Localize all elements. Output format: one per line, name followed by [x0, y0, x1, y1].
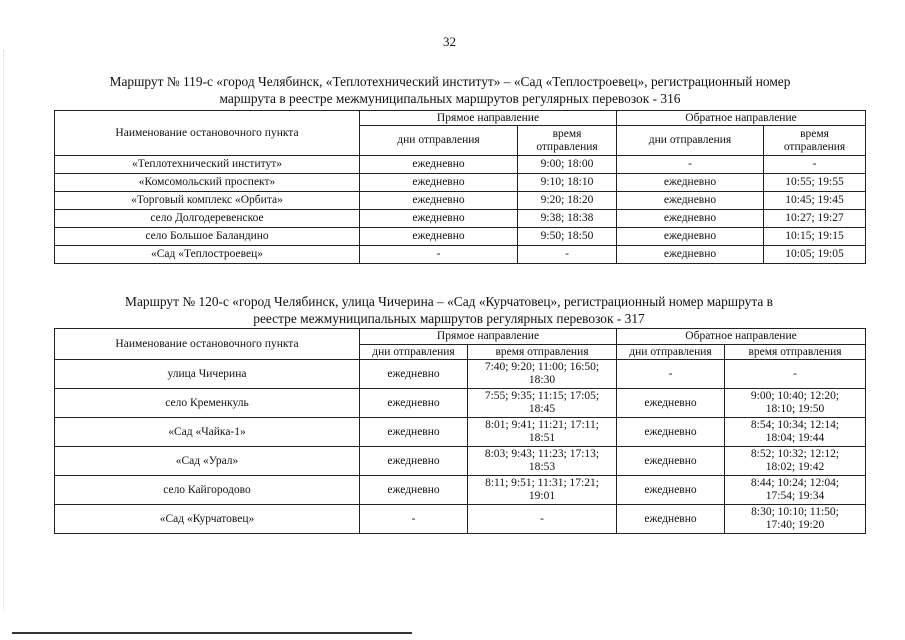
forward-time-cell: 9:20; 18:20 — [518, 192, 617, 210]
header-time-line-1: время — [800, 127, 829, 140]
reverse-days-cell: - — [617, 156, 764, 174]
time-line-1: 8:44; 10:24; 12:04; — [750, 477, 840, 489]
forward-days-cell: ежедневно — [360, 174, 518, 192]
page-number: 32 — [443, 34, 456, 49]
time-line-2: 18:02; 19:42 — [765, 461, 825, 473]
header-time-line-1: время — [552, 127, 582, 140]
reverse-time-cell: 10:45; 19:45 — [764, 192, 866, 210]
time-line-1: 7:40; 9:20; 11:00; 16:50; — [484, 361, 600, 373]
stop-name-cell: «Сад «Чайка-1» — [55, 418, 360, 447]
reverse-time-cell: 10:27; 19:27 — [764, 210, 866, 228]
stop-name-cell: «Торговый комплекс «Орбита» — [55, 192, 360, 210]
route-119-title — [62, 73, 838, 107]
header-time-line-2: отправления — [783, 140, 846, 153]
reverse-days-cell: ежедневно — [617, 476, 725, 505]
time-line-1: - — [540, 512, 544, 525]
forward-days-cell: ежедневно — [360, 360, 468, 389]
time-line-2: 17:40; 19:20 — [765, 519, 825, 531]
header-forward-days: дни отправления — [360, 345, 468, 360]
forward-time-cell: 9:00; 18:00 — [518, 156, 617, 174]
table-row — [55, 418, 866, 447]
forward-time-cell — [468, 360, 617, 389]
time-line-2: 17:54; 19:34 — [765, 490, 825, 502]
reverse-days-cell: ежедневно — [617, 174, 764, 192]
forward-days-cell: - — [360, 246, 518, 264]
table-row — [55, 505, 866, 534]
header-stop-name: Наименование остановочного пункта — [55, 329, 360, 360]
header-forward-time — [518, 126, 617, 156]
stop-name-cell: село Большое Баландино — [55, 228, 360, 246]
time-line-1: 8:54; 10:34; 12:14; — [750, 419, 840, 431]
time-line-2: 18:45 — [528, 403, 556, 415]
time-line-1: 7:55; 9:35; 11:15; 17:05; — [484, 390, 600, 402]
header-time-line-2: отправления — [536, 140, 598, 153]
header-reverse-time — [764, 126, 866, 156]
time-line-1: 8:03; 9:43; 11:23; 17:13; — [484, 448, 600, 460]
header-reverse-time: время отправления — [725, 345, 866, 360]
time-line-2: 19:01 — [528, 490, 556, 502]
reverse-days-cell: - — [617, 360, 725, 389]
reverse-time-cell: 10:15; 19:15 — [764, 228, 866, 246]
route-119-title-line-2: маршрута в реестре межмуниципальных маршрутов регулярных перевозок - 316 — [219, 91, 681, 106]
reverse-days-cell: ежедневно — [617, 447, 725, 476]
reverse-time-cell — [725, 418, 866, 447]
header-reverse-days: дни отправления — [617, 345, 725, 360]
time-line-2: 18:30 — [528, 374, 556, 386]
table-row — [55, 156, 866, 174]
forward-days-cell: ежедневно — [360, 210, 518, 228]
table-row — [55, 389, 866, 418]
time-line-2: 18:10; 19:50 — [765, 403, 825, 415]
header-reverse-direction: Обратное направление — [617, 329, 866, 345]
route-120-title — [66, 293, 832, 327]
forward-time-cell — [468, 476, 617, 505]
header-forward-direction: Прямое направление — [360, 329, 617, 345]
reverse-days-cell: ежедневно — [617, 192, 764, 210]
forward-days-cell: ежедневно — [360, 156, 518, 174]
reverse-time-cell — [725, 476, 866, 505]
time-line-2: 18:51 — [528, 432, 556, 444]
table-row — [55, 360, 866, 389]
header-forward-direction: Прямое направление — [360, 111, 617, 126]
time-line-1: 8:01; 9:41; 11:21; 17:11; — [485, 419, 599, 431]
stop-name-cell: село Долгодеревенское — [55, 210, 360, 228]
forward-time-cell — [468, 505, 617, 534]
table-row — [55, 447, 866, 476]
header-forward-days: дни отправления — [360, 126, 518, 156]
reverse-time-cell — [725, 505, 866, 534]
reverse-time-cell: 10:05; 19:05 — [764, 246, 866, 264]
table-row — [55, 192, 866, 210]
table-row — [55, 174, 866, 192]
reverse-time-cell — [725, 447, 866, 476]
header-forward-time: время отправления — [468, 345, 617, 360]
reverse-time-cell: - — [764, 156, 866, 174]
forward-time-cell — [468, 418, 617, 447]
reverse-time-cell — [725, 360, 866, 389]
route-120-title-line-2: реестре межмуниципальных маршрутов регулярных перевозок - 317 — [253, 311, 645, 326]
time-line-1: 8:30; 10:10; 11:50; — [751, 506, 839, 518]
time-line-1: 8:52; 10:32; 12:12; — [750, 448, 840, 460]
stop-name-cell: «Комсомольский проспект» — [55, 174, 360, 192]
forward-days-cell: ежедневно — [360, 389, 468, 418]
forward-days-cell: ежедневно — [360, 476, 468, 505]
reverse-time-cell — [725, 389, 866, 418]
route-120-title-line-1: Маршрут № 120-с «город Челябинск, улица Чичерина – «Сад «Курчатовец», регистрационный номер маршрута в — [125, 294, 773, 309]
table-row — [55, 476, 866, 505]
route-119-schedule-table — [54, 110, 866, 264]
header-stop-name: Наименование остановочного пункта — [55, 111, 360, 156]
time-line-1: - — [793, 367, 797, 380]
header-reverse-days: дни отправления — [617, 126, 764, 156]
reverse-time-cell: 10:55; 19:55 — [764, 174, 866, 192]
forward-time-cell — [468, 389, 617, 418]
forward-days-cell: ежедневно — [360, 192, 518, 210]
scan-bottom-edge-line — [12, 632, 412, 634]
route-119-title-line-1: Маршрут № 119-с «город Челябинск, «Теплотехнический институт» – «Сад «Теплостроевец», регистрационный номер — [109, 74, 791, 89]
forward-days-cell: - — [360, 505, 468, 534]
stop-name-cell: село Кременкуль — [55, 389, 360, 418]
forward-time-cell: 9:10; 18:10 — [518, 174, 617, 192]
forward-time-cell: - — [518, 246, 617, 264]
stop-name-cell: «Сад «Урал» — [55, 447, 360, 476]
stop-name-cell: «Теплотехнический институт» — [55, 156, 360, 174]
stop-name-cell: «Сад «Курчатовец» — [55, 505, 360, 534]
time-line-2: 18:04; 19:44 — [765, 432, 825, 444]
scan-margin-marks — [3, 50, 7, 610]
stop-name-cell: «Сад «Теплостроевец» — [55, 246, 360, 264]
table-row — [55, 228, 866, 246]
stop-name-cell: село Кайгородово — [55, 476, 360, 505]
reverse-days-cell: ежедневно — [617, 389, 725, 418]
forward-time-cell — [468, 447, 617, 476]
header-reverse-direction: Обратное направление — [617, 111, 866, 126]
stop-name-cell: улица Чичерина — [55, 360, 360, 389]
reverse-days-cell: ежедневно — [617, 246, 764, 264]
time-line-2: 18:53 — [528, 461, 556, 473]
table-row — [55, 246, 866, 264]
reverse-days-cell: ежедневно — [617, 228, 764, 246]
reverse-days-cell: ежедневно — [617, 418, 725, 447]
forward-time-cell: 9:38; 18:38 — [518, 210, 617, 228]
forward-time-cell: 9:50; 18:50 — [518, 228, 617, 246]
forward-days-cell: ежедневно — [360, 447, 468, 476]
reverse-days-cell: ежедневно — [617, 210, 764, 228]
forward-days-cell: ежедневно — [360, 418, 468, 447]
reverse-days-cell: ежедневно — [617, 505, 725, 534]
forward-days-cell: ежедневно — [360, 228, 518, 246]
time-line-1: 8:11; 9:51; 11:31; 17:21; — [485, 477, 599, 489]
route-120-schedule-table — [54, 328, 866, 534]
table-row — [55, 210, 866, 228]
time-line-1: 9:00; 10:40; 12:20; — [750, 390, 840, 402]
